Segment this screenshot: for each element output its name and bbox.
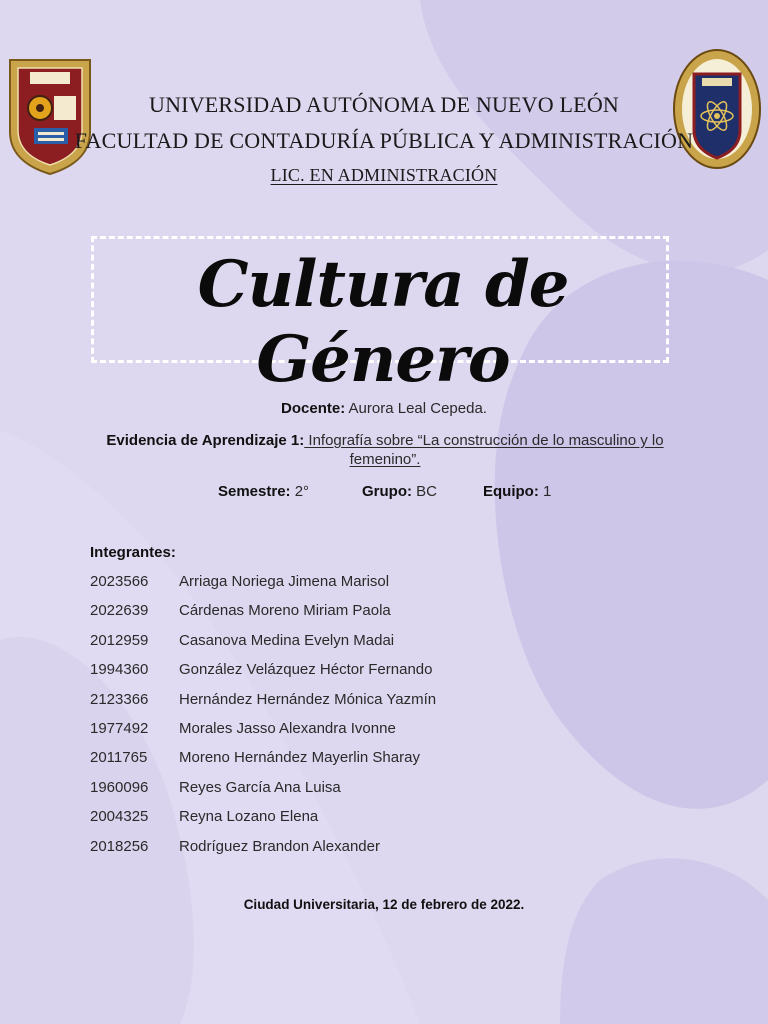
member-row bbox=[90, 602, 436, 631]
university-name: UNIVERSIDAD AUTÓNOMA DE NUEVO LEÓN bbox=[149, 92, 619, 117]
equipo-value: 1 bbox=[538, 483, 552, 500]
member-id: 2011765 bbox=[90, 749, 148, 767]
grupo-label: Grupo: bbox=[362, 483, 412, 500]
member-row bbox=[90, 691, 436, 720]
member-row bbox=[90, 779, 436, 808]
member-id: 2023566 bbox=[90, 573, 149, 590]
docente-label: Docente: bbox=[281, 400, 346, 417]
equipo-label: Equipo: bbox=[483, 483, 539, 500]
member-row bbox=[90, 661, 436, 690]
member-id: 2022639 bbox=[90, 602, 149, 620]
program-name: LIC. EN ADMINISTRACIÓN bbox=[270, 165, 498, 185]
member-name: Arriaga Noriega Jimena Marisol bbox=[179, 573, 390, 590]
member-id: 2012959 bbox=[90, 631, 149, 649]
member-name: Reyes García Ana Luisa bbox=[179, 778, 341, 796]
member-row bbox=[90, 749, 436, 778]
integrantes-heading: Integrantes: bbox=[90, 544, 176, 561]
member-id: 2004325 bbox=[90, 808, 149, 826]
member-name: Reyna Lozano Elena bbox=[179, 808, 319, 826]
evidencia-line bbox=[90, 431, 680, 469]
evidencia-value: Infografía sobre “La construcción de lo masculino y lo femenino”. bbox=[304, 432, 664, 468]
member-name: Casanova Medina Evelyn Madai bbox=[179, 631, 395, 649]
member-name: Cárdenas Moreno Miriam Paola bbox=[179, 602, 391, 620]
docente-line bbox=[0, 400, 768, 417]
member-row bbox=[90, 720, 436, 749]
member-id: 1977492 bbox=[90, 719, 149, 737]
evidencia-colon: : bbox=[299, 432, 305, 449]
members-list bbox=[90, 573, 436, 867]
grupo-field bbox=[362, 483, 437, 500]
faculty-name: FACULTAD DE CONTADURÍA PÚBLICA Y ADMINISTRACIÓN bbox=[74, 128, 694, 153]
member-name: Moreno Hernández Mayerlin Sharay bbox=[179, 749, 420, 767]
member-name: Hernández Hernández Mónica Yazmín bbox=[179, 690, 437, 708]
title-frame bbox=[91, 236, 669, 397]
member-name: González Velázquez Héctor Fernando bbox=[179, 661, 433, 679]
member-name: Morales Jasso Alexandra Ivonne bbox=[179, 719, 396, 737]
evidencia-label: Evidencia de Aprendizaje 1 bbox=[106, 432, 300, 449]
grupo-value: BC bbox=[412, 483, 438, 500]
member-id: 1960096 bbox=[90, 778, 149, 796]
member-id: 2123366 bbox=[90, 690, 149, 708]
semestre-value: 2° bbox=[290, 483, 310, 500]
docente-value: Aurora Leal Cepeda. bbox=[345, 400, 487, 417]
member-id: 1994360 bbox=[90, 661, 149, 679]
member-name: Rodríguez Brandon Alexander bbox=[179, 837, 380, 855]
semestre-label: Semestre: bbox=[218, 483, 291, 500]
document-title: Cultura de Género bbox=[197, 247, 569, 397]
semestre-field bbox=[218, 483, 309, 500]
member-id: 2018256 bbox=[90, 837, 149, 855]
equipo-field bbox=[483, 483, 551, 500]
member-row bbox=[90, 573, 436, 602]
member-row bbox=[90, 632, 436, 661]
member-row bbox=[90, 838, 436, 867]
place-date: Ciudad Universitaria, 12 de febrero de 2022. bbox=[243, 897, 525, 912]
member-row bbox=[90, 808, 436, 837]
